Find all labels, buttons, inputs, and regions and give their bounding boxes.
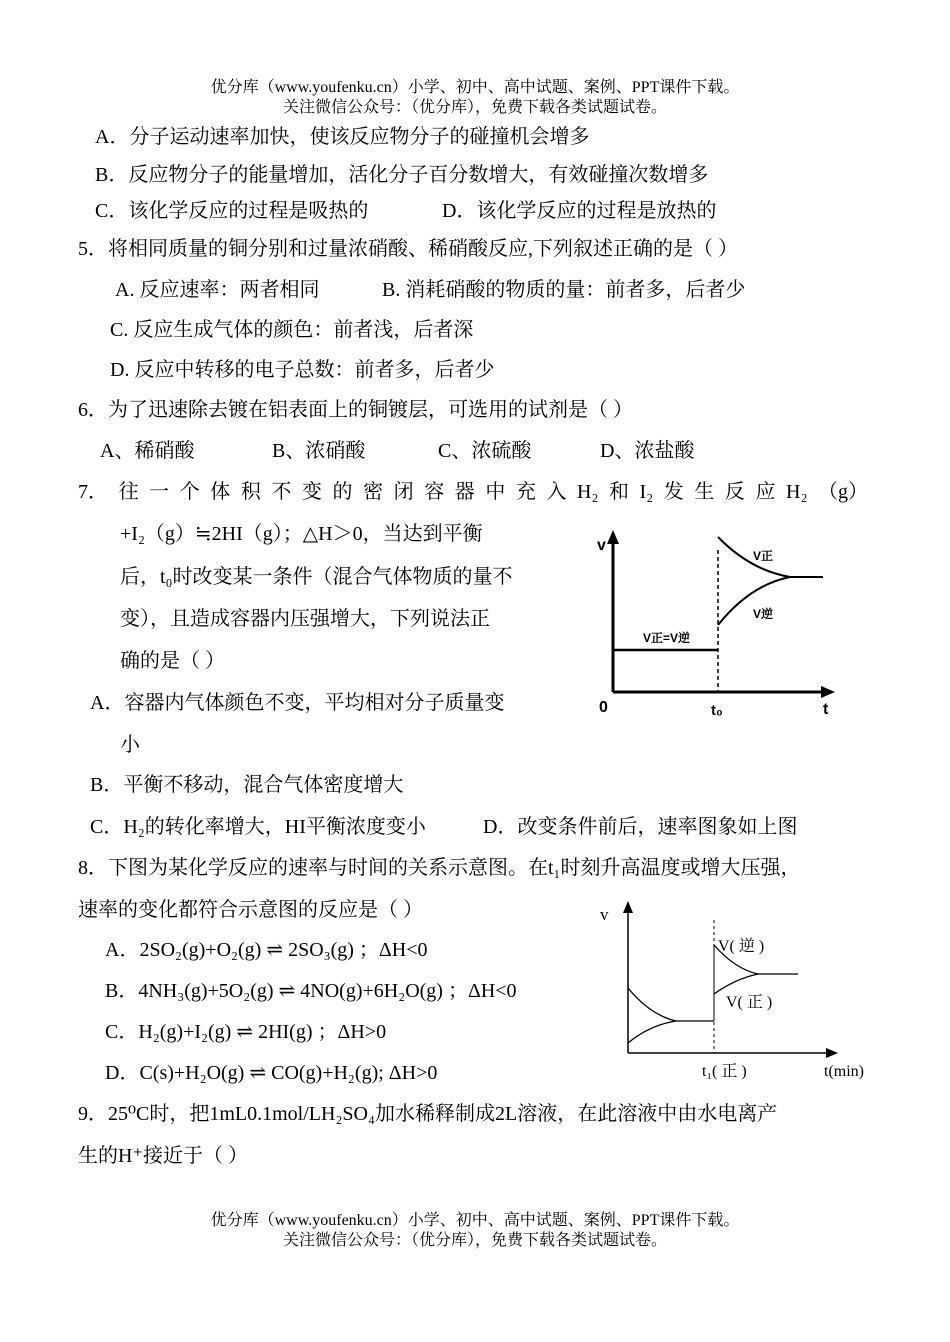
q7-stem-word: 闭 — [393, 481, 414, 503]
q8-option-d: D．C(s)+H₂O(g) ⇌ CO(g)+H₂(g); ΔH>0 — [105, 1062, 438, 1084]
q6-option-d: D、浓盐酸 — [600, 440, 695, 462]
q5-option-b: B. 消耗硝酸的物质的量：前者多，后者少 — [382, 279, 746, 301]
q4-option-c: C．该化学反应的过程是吸热的 — [95, 200, 369, 222]
q5-option-a: A. 反应速率：两者相同 — [115, 279, 320, 301]
q8-option-a: A．2SO₂(g)+O₂(g) ⇌ 2SO₃(g) ；ΔH<0 — [105, 939, 428, 961]
q4-option-d: D．该化学反应的过程是放热的 — [442, 200, 717, 222]
q8-upper-curve-before — [628, 988, 676, 1021]
q7-stem-word: 生 — [694, 481, 715, 503]
q7-option-a-line-2: 小 — [120, 734, 140, 756]
q8-forward-label: V( 正 ) — [726, 994, 773, 1011]
q8-line-2: 速率的变化都符合示意图的反应是（ ） — [78, 899, 423, 921]
q5-option-d: D. 反应中转移的电子总数：前者多，后者少 — [110, 359, 495, 381]
footer-line-1: 优分库（www.youfenku.cn）小学、初中、高中试题、案例、PPT课件下载。 — [210, 1212, 740, 1229]
q7-option-b: B．平衡不移动，混合气体密度增大 — [90, 774, 404, 796]
q6-option-c: C、浓硫酸 — [438, 440, 532, 462]
q7-stem-word: H₂ — [577, 481, 599, 503]
q7-number: 7． — [78, 481, 108, 503]
q5-option-c: C. 反应生成气体的颜色：前者浅，后者深 — [110, 319, 474, 341]
q8-reverse-label: V( 逆 ) — [718, 938, 765, 955]
q7-stem-word: 中 — [485, 481, 506, 503]
q6-option-b: B、浓硝酸 — [272, 440, 366, 462]
q7-stem-word: 往 — [118, 481, 139, 503]
q4-option-b: B．反应物分子的能量增加，活化分子百分数增大，有效碰撞次数增多 — [95, 164, 709, 186]
q6-stem: 6．为了迅速除去镀在铝表面上的铜镀层，可选用的试剂是（ ） — [78, 399, 633, 421]
q7-stem-word: 密 — [363, 481, 384, 503]
q7-x-label: t — [823, 701, 829, 718]
q7-t0-label: t₀ — [711, 702, 723, 719]
q7-stem-word: 个 — [179, 481, 200, 503]
q7-stem-word: （g） — [817, 481, 868, 503]
q8-line-1: 8．下图为某化学反应的速率与时间的关系示意图。在t₁时刻升高温度或增大压强， — [78, 857, 801, 879]
footer-line-2: 关注微信公众号：（优分库），免费下载各类试题试卷。 — [282, 1232, 667, 1249]
q8-x-label: t(min) — [824, 1063, 864, 1080]
q9-line-1: 9．25⁰C时，把1mL0.1mol/LH₂SO₄加水稀释制成2L溶液，在此溶液中由水电离产 — [78, 1103, 778, 1125]
q7-stem-word: H₂ — [786, 481, 808, 503]
q7-stem-word: I₂ — [639, 481, 654, 503]
q9-line-2: 生的H⁺接近于（ ） — [78, 1145, 248, 1167]
q7-forward-label: V正 — [753, 549, 774, 563]
q8-y-label: v — [600, 905, 609, 924]
q8-t1-label: t₁( 正 ) — [702, 1063, 747, 1080]
q7-reverse-label: V逆 — [753, 607, 774, 621]
q8-x-arrow — [826, 1048, 838, 1058]
q7-stem-word: 和 — [608, 481, 629, 503]
q7-stem-word: 充 — [515, 481, 536, 503]
q7-line-4: 变），且造成容器内压强增大，下列说法正 — [120, 608, 490, 630]
q8-forward-curve — [714, 974, 758, 994]
q7-equal-label: V正=V逆 — [643, 631, 691, 645]
q7-stem-word: 体 — [210, 481, 231, 503]
q7-line-3: 后，t₀时改变某一条件（混合气体物质的量不 — [120, 566, 513, 588]
q8-option-b: B．4NH₃(g)+5O₂(g) ⇌ 4NO(g)+6H₂O(g) ；ΔH<0 — [105, 980, 517, 1002]
q7-stem-word: 变 — [301, 481, 322, 503]
header-line-1: 优分库（www.youfenku.cn）小学、初中、高中试题、案例、PPT课件下载。 — [210, 79, 740, 96]
q7-stem-word: 容 — [424, 481, 445, 503]
q7-x-arrow — [821, 686, 835, 698]
q7-stem — [78, 480, 868, 504]
q7-stem-word: 不 — [271, 481, 292, 503]
q7-stem-word: 应 — [755, 481, 776, 503]
q6-option-a: A、稀硝酸 — [100, 440, 195, 462]
q8-option-c: C．H₂(g)+I₂(g) ⇌ 2HI(g) ；ΔH>0 — [105, 1021, 387, 1043]
q7-option-a-line-1: A．容器内气体颜色不变，平均相对分子质量变 — [90, 692, 505, 714]
q7-stem-word: 一 — [149, 481, 170, 503]
q7-stem-word: 发 — [663, 481, 684, 503]
q8-rate-graph — [590, 895, 880, 1085]
q7-option-d: D．改变条件前后，速率图象如上图 — [483, 816, 798, 838]
q7-stem-word: 反 — [724, 481, 745, 503]
q7-y-label: v — [597, 537, 606, 554]
q7-stem-word: 积 — [240, 481, 261, 503]
q8-lower-curve-before — [628, 1021, 676, 1043]
q7-stem-word: 的 — [332, 481, 353, 503]
q7-rate-graph — [585, 520, 865, 725]
q7-option-c: C．H₂的转化率增大，HI平衡浓度变小 — [90, 816, 426, 838]
q5-stem: 5．将相同质量的铜分别和过量浓硝酸、稀硝酸反应,下列叙述正确的是（ ） — [78, 238, 738, 260]
q4-option-a: A．分子运动速率加快，使该反应物分子的碰撞机会增多 — [95, 126, 590, 148]
q7-y-arrow — [607, 530, 619, 544]
header-line-2: 关注微信公众号：（优分库），免费下载各类试题试卷。 — [282, 99, 667, 116]
q7-stem-word: 器 — [454, 481, 475, 503]
q7-stem-word: 入 — [546, 481, 567, 503]
q7-origin-label: 0 — [599, 699, 608, 716]
q8-y-arrow — [623, 901, 633, 913]
q7-line-2: +I₂（g）≒2HI（g）；△H＞0，当达到平衡 — [120, 523, 483, 545]
q7-line-5: 确的是（ ） — [120, 650, 225, 672]
